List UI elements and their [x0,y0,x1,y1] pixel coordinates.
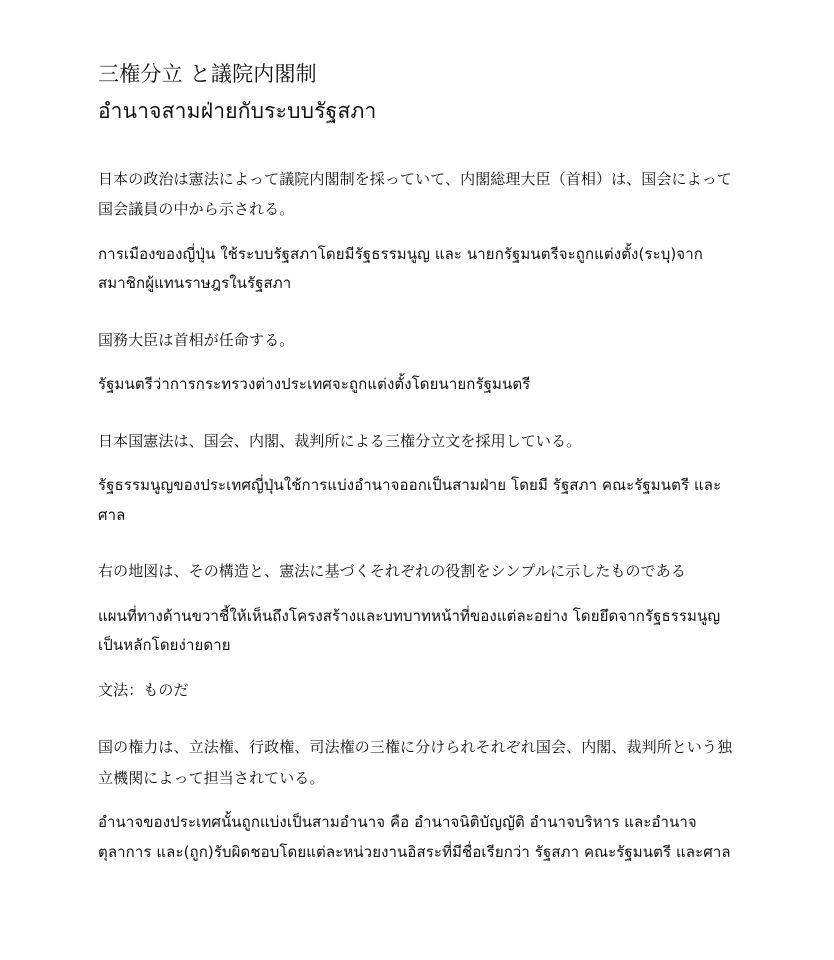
paragraph-japanese: 国の権力は、立法権、行政権、司法権の三権に分けられそれぞれ国会、内閣、裁判所という独立機関によって担当されている。 [98,737,733,787]
paragraph-japanese: 右の地図は、その構造と、憲法に基づくそれぞれの役割をシンプルに示したものである [98,561,686,580]
paragraph-thai: รัฐธรรมนูญของประเทศญี่ปุ่นใช้การแบ่งอำนาจออกเป็นสามฝ่าย โดยมี รัฐสภา คณะรัฐมนตรี และศาล [98,476,722,524]
paragraph-block-3 [98,426,738,530]
paragraph-block-1 [98,164,738,299]
paragraph-thai: แผนที่ทางด้านขวาชี้ให้เห็นถึงโครงสร้างและบทบาทหน้าที่ของแต่ละอย่าง โดยยึดจากรัฐธรรมนูญเป็นหลักโดยง่ายดาย [98,606,721,654]
paragraph-japanese: 国務大臣は首相が任命する。 [98,330,295,349]
title-line-thai: อำนาจสามฝ่ายกับระบบรัฐสภา [98,98,377,123]
title-line-japanese: 三権分立 と議院内閣制 [98,62,317,86]
grammar-note: 文法：ものだ [98,681,189,699]
paragraph-block-2 [98,325,738,400]
paragraph-japanese: 日本国憲法は、国会、内閣、裁判所による三権分立文を採用している。 [98,431,582,450]
paragraph-block-4 [98,556,738,706]
paragraph-thai: อำนาจของประเทศนั้นถูกแบ่งเป็นสามอำนาจ คือ อำนาจนิติบัญญัติ อำนาจบริหาร และอำนาจตุลาการ และ(ถูก)รับผิดชอบโดยแต่ละหน่วยงานอิสระที่มีชื่อเรียกว่า รัฐสภา คณะรัฐมนตรี และศาล [98,813,731,861]
paragraph-block-5 [98,732,738,867]
paragraph-thai: รัฐมนตรีว่าการกระทรวงต่างประเทศจะถูกแต่งตั้งโดยนายกรัฐมนตรี [98,375,531,394]
paragraph-thai: การเมืองของญี่ปุ่น ใช้ระบบรัฐสภาโดยมีรัฐธรรมนูญ และ นายกรัฐมนตรีจะถูกแต่งตั้ง(ระบุ)จากสมาชิกผู้แทนราษฎรในรัฐสภา [98,245,703,293]
paragraph-japanese: 日本の政治は憲法によって議院内閣制を採っていて、内閣総理大臣（首相）は、国会によって国会議員の中から示される。 [98,169,732,219]
document-title [98,56,738,130]
